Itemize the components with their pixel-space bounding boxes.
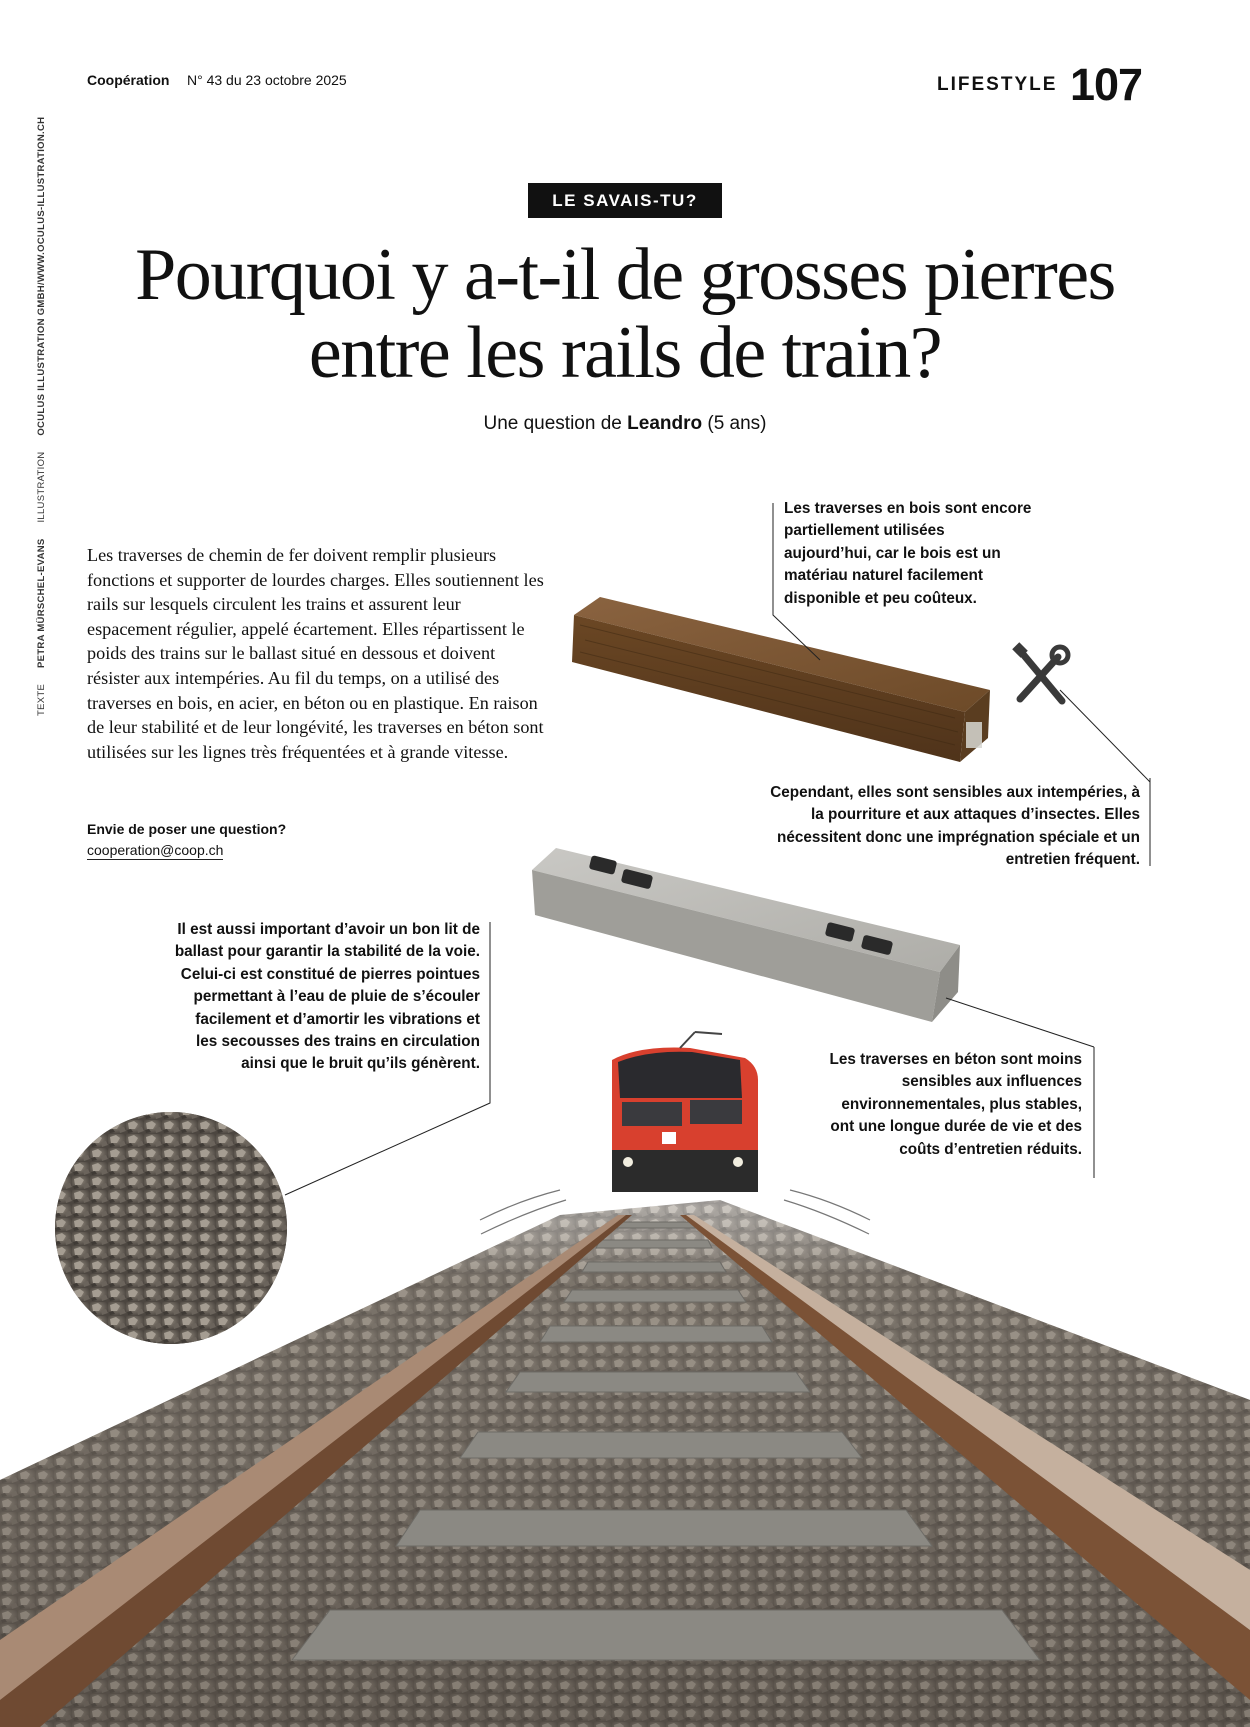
publication-name: Coopération — [87, 72, 170, 88]
callout-wood-drawbacks: Cependant, elles sont sensibles aux intempéries, à la pourriture et aux attaques d’insectes. Elles nécessitent donc une imprégnation spéciale et un entretien fréquent. — [770, 784, 1140, 869]
wooden-sleeper — [572, 597, 990, 762]
article-body: Les traverses de chemin de fer doivent remplir plusieurs fonctions et supporter de lourdes charges. Elles soutiennent les rails sur lesquels circulent les trains et assurent leur espacement régulier, appelé écartement. Elles répartissent le poids des trains sur le ballast situé en dessous et doivent résister aux intempéries. Au fil du temps, on a utilisé des traverses en bois, en acier, en béton ou en plastique. En raison de leur stabilité et de leur longévité, les traverses en béton sont utilisées sur les lignes très fréquentées et à grande vitesse. — [87, 545, 544, 762]
rubric-tag: LE SAVAIS-TU? — [528, 183, 722, 218]
credit-text-label: TEXTE — [36, 683, 47, 716]
contact-email-link[interactable]: cooperation@coop.ch — [87, 842, 224, 858]
concrete-sleeper — [532, 848, 960, 1022]
callout-ballast: Il est aussi important d’avoir un bon lit de ballast pour garantir la stabilité de la voie. Celui-ci est constitué de pierres pointues permettant à l’eau de pluie de s’écouler facilement et d’amortir les vibrations et les secousses des trains en circulation ainsi que le bruit qu’ils génèrent. — [174, 921, 480, 1073]
ballast-closeup — [55, 1112, 287, 1344]
issue-date: N° 43 du 23 octobre 2025 — [187, 72, 347, 88]
asker-name: Leandro — [627, 413, 703, 434]
credit-illustration-label: ILLUSTRATION — [36, 451, 47, 523]
contact-question: Envie de poser une question? — [87, 821, 287, 837]
train — [480, 1032, 870, 1234]
title-line-1: Pourquoi y a-t-il de grosses pierres — [135, 234, 1115, 316]
credit-illustration: OCULUS ILLUSTRATION GMBH/WWW.OCULUS-ILLUSTRATION.CH — [36, 116, 47, 436]
callout-wood-sleepers: Les traverses en bois sont encore partiellement utilisées aujourd’hui, car le bois est un matériau naturel facilement disponible et peu coûteux. — [784, 500, 1032, 607]
callout-concrete-sleepers: Les traverses en béton sont moins sensibles aux influences environnementales, plus stables, ont une longue durée de vie et des coûts d’entretien réduits. — [829, 1051, 1082, 1158]
page-number: 107 — [1070, 59, 1143, 110]
subtitle-suffix: (5 ans) — [702, 413, 767, 434]
title-line-2: entre les rails de train? — [308, 312, 942, 394]
tools-icon — [1012, 642, 1068, 701]
section-name: LIFESTYLE — [937, 74, 1058, 95]
credit-text-author: PETRA MÜRSCHEL-EVANS — [36, 538, 47, 668]
subtitle-prefix: Une question de — [483, 413, 628, 434]
